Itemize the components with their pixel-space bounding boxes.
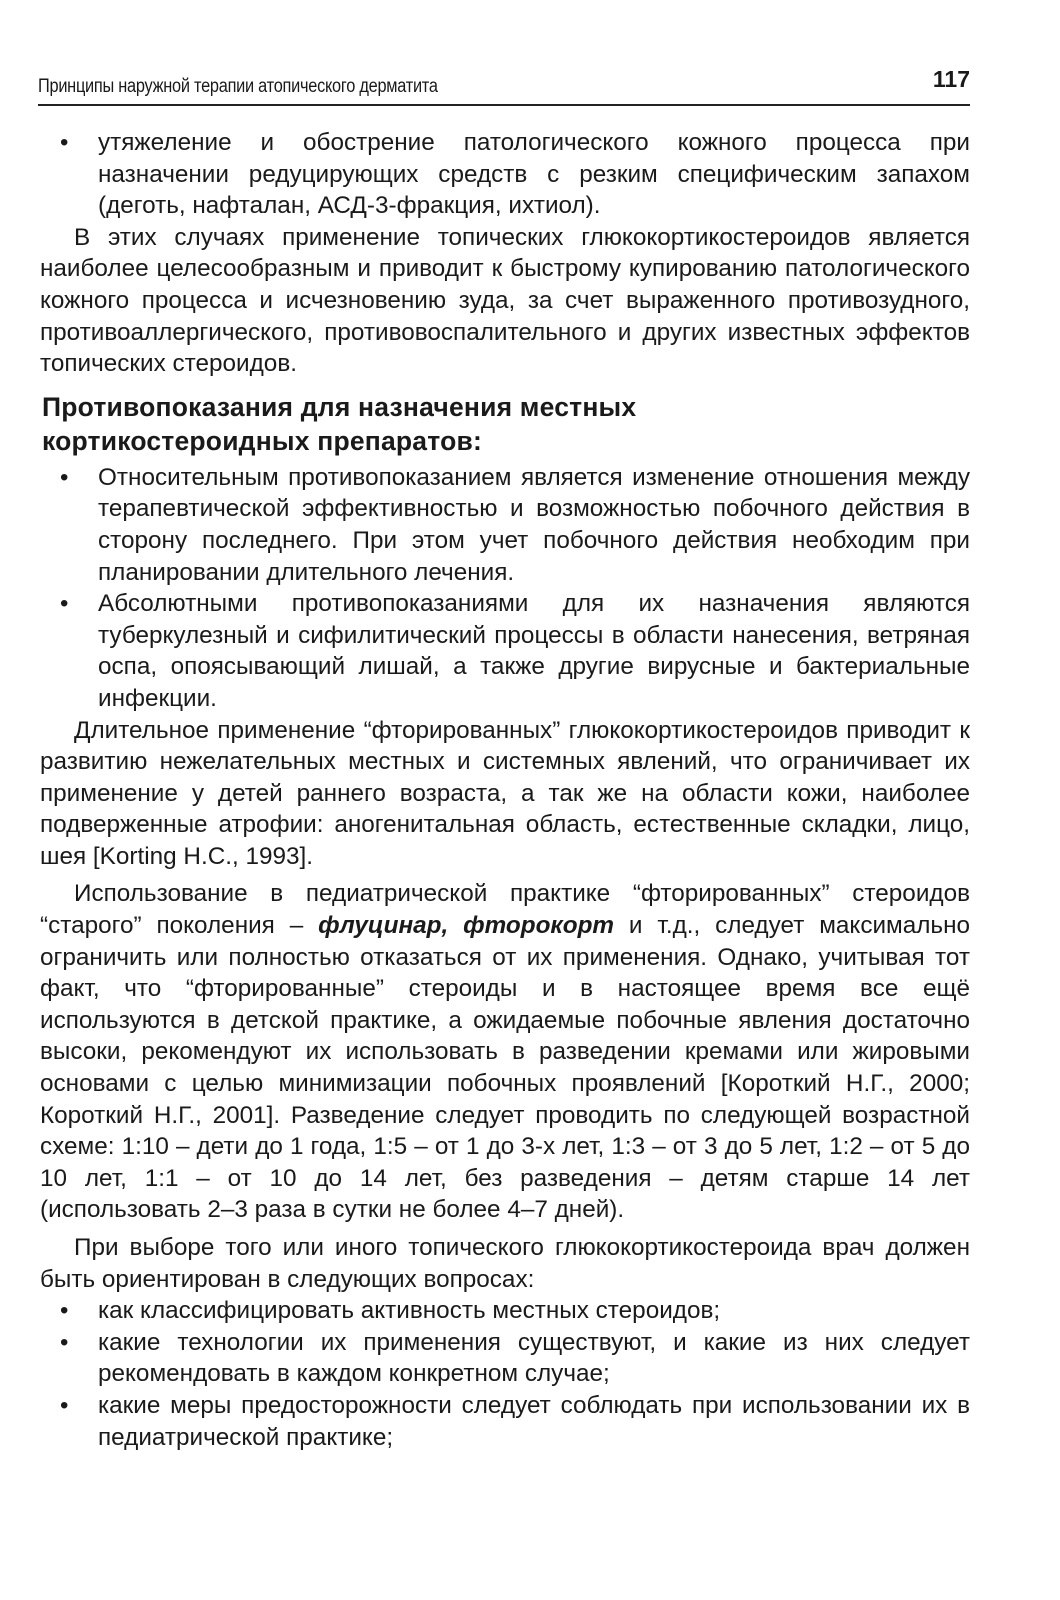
paragraph-pediatric-dilution (40, 878, 970, 1226)
running-title: Принципы наружной терапии атопического дерматита (38, 76, 438, 97)
paragraph-fluorinated-long-term: Длительное применение “фторированных” глюкокортикостероидов приводит к развитию нежелательных местных и системных явлений, что ограничивает их применение у детей раннего возраста, а так же на области кожи, наиболее подверженные атрофии: аногенитальная область, естественные складки, лицо, шея [Korting H.C., 1993]. (40, 716, 970, 870)
list-item (40, 1327, 970, 1390)
contraindications-list (40, 462, 970, 715)
list-item (40, 1390, 970, 1453)
list-item-text: как классифицировать активность местных стероидов; (98, 1297, 721, 1325)
heading-line-1: Противопоказания для назначения местных (42, 391, 637, 422)
bullet-icon: • (60, 1391, 69, 1419)
page-number: 117 (932, 66, 970, 92)
bullet-icon: • (60, 590, 69, 618)
paragraph-text: и т.д., следует максимально ограничить или полностью отказаться от их применения. Однако, учитывая тот факт, что “фторированные” стероиды и в настоящее время все ещё используются в детской практике, а ожидаемые побочные явления достаточно высоки, рекомендуют их использовать в разведении кремами или жировыми основами с целью минимизации побочных проявлений [Короткий Н.Г., 2000; Короткий Н.Г., 2001]. Разведение следует проводить по следующей возрастной схеме: 1:10 – дети до 1 года, 1:5 – от 1 до 3-х лет, 1:3 – от 3 до 5 лет, 1:2 – от 5 до 10 лет, 1:1 – от 10 до 14 лет, без разведения – детям старше 14 лет (использовать 2–3 раза в сутки не более 4–7 дней). (40, 912, 971, 1224)
heading-line-2: кортикостероидных препаратов: (42, 425, 482, 456)
list-item-text: Абсолютными противопоказаниями для их назначения являются туберкулезный и сифилитический процессы в области нанесения, ветряная оспа, опоясывающий лишай, а также другие вирусные и бактериальные инфекции. (98, 590, 970, 712)
paragraph-topical-steroids-benefits: В этих случаях применение топических глюкокортикостероидов является наиболее целесообразным и приводит к быстрому купированию патологического кожного процесса и исчезновению зуда, за счет выраженного противозудного, противоаллергического, противовоспалительного и других известных эффектов топических стероидов. (40, 223, 970, 378)
list-item-text: утяжеление и обострение патологического кожного процесса при назначении редуцирующих средств с резким специфическим запахом (деготь, нафталан, АСД-3-фракция, ихтиол). (98, 129, 970, 220)
bullet-icon: • (60, 1297, 69, 1325)
bullet-icon: • (60, 129, 69, 156)
page-body (40, 127, 970, 1453)
bullet-icon: • (60, 1328, 69, 1356)
paragraph-text: Использование в педиатрической практике “фторированных” стероидов “старого” поколения – (40, 880, 970, 940)
list-item (40, 1295, 970, 1327)
section-heading-contraindications (42, 390, 970, 458)
running-header (38, 66, 970, 106)
drug-names: флуцинар, фторокорт (318, 912, 615, 940)
questions-list (40, 1295, 970, 1453)
list-item-text: какие технологии их применения существуют, и какие из них следует рекомендовать в каждом конкретном случае; (98, 1328, 970, 1388)
list-item (40, 588, 970, 714)
paragraph-choice-questions: При выборе того или иного топического глюкокортикостероида врач должен быть ориентирован в следующих вопросах: (40, 1234, 970, 1293)
list-item-text: какие меры предосторожности следует соблюдать при использовании их в педиатрической практике; (98, 1391, 970, 1451)
bullet-icon: • (60, 463, 69, 491)
top-bullet-list (40, 127, 970, 222)
list-item (40, 462, 970, 588)
list-item (40, 127, 970, 222)
list-item-text: Относительным противопоказанием является изменение отношения между терапевтической эффективностью и возможностью побочного действия в сторону последнего. При этом учет побочного действия необходим при планировании длительного лечения. (98, 463, 970, 586)
